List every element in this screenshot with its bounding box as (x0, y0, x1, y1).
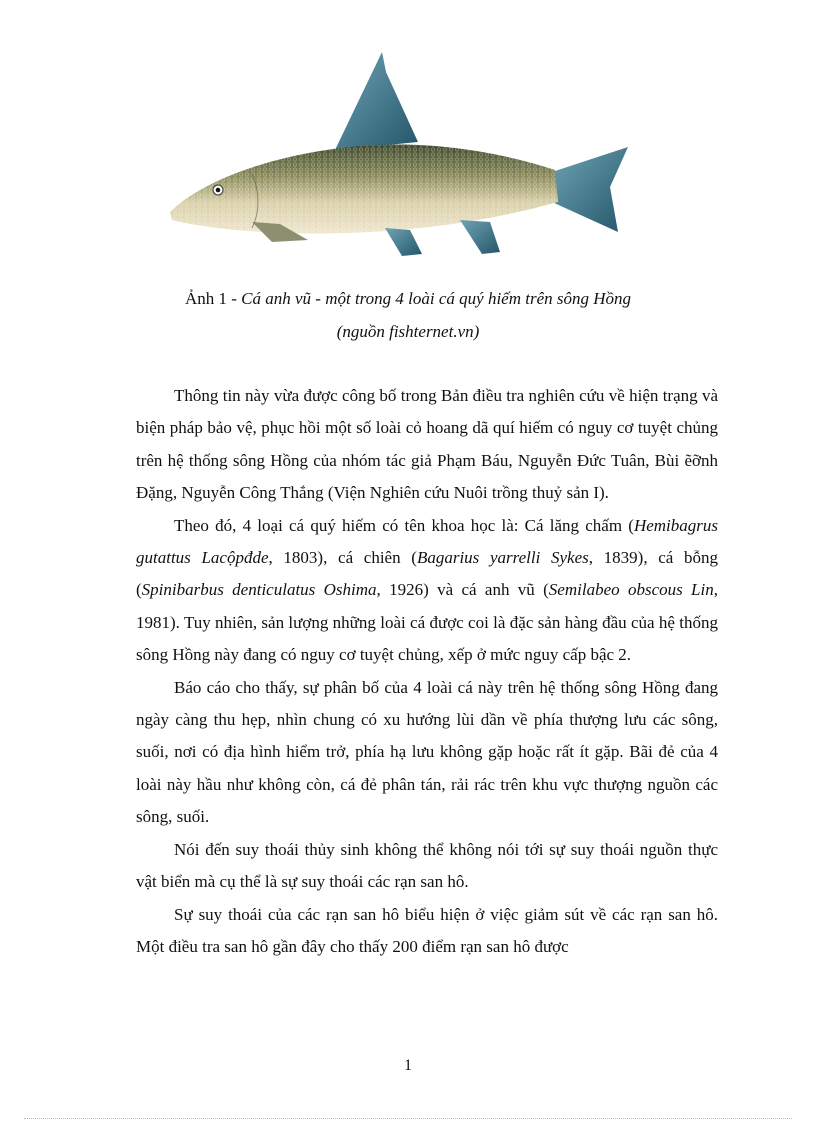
figure-caption (0, 289, 816, 309)
scientific-name: Spinibarbus denticulatus Oshima (141, 580, 377, 600)
article-body (136, 380, 718, 963)
scientific-name: Hemibagrus gutattus Lacộpđde (136, 515, 718, 568)
paragraph-4: Nói đến suy thoái thủy sinh không thể không nói tới sự suy thoái nguồn thực vật biển mà cụ thể là sự suy thoái các rạn san hô. (136, 839, 718, 892)
dorsal-fin (335, 52, 418, 150)
paragraph-3: Báo cáo cho thấy, sự phân bố của 4 loài cá này trên hệ thống sông Hồng đang ngày càng thu hẹp, nhìn chung có xu hướng lùi dần về phía thượng lưu các sông, suối, nơi có địa hình hiểm trở, phía hạ lưu không gặp hoặc rất ít gặp. Bãi đẻ của 4 loài này hầu như không còn, cá đẻ phân tán, rải rác trên khu vực thượng nguồn các sông, suối. (136, 677, 718, 827)
paragraph-5: Sự suy thoái của các rạn san hô biểu hiện ở việc giảm sút về các rạn san hô. Một điều tra san hô gần đây cho thấy 200 điểm rạn san hô được (136, 904, 718, 956)
caption-source: (nguồn fishternet.vn) (336, 322, 480, 341)
footer-divider (24, 1118, 792, 1119)
scientific-name: Semilabeo obscous Lin (548, 580, 714, 600)
paragraph-2: Theo đó, 4 loại cá quý hiếm có tên khoa học là: Cá lăng chấm (Hemibagrus gutattus Lacộpđde, 1803), cá chiên (Bagarius yarrelli Sykes, 1839), cá bỗng (Spinibarbus denticulatus Oshima, 1926) và cá anh vũ (Semilabeo obscous Lin, 1981). Tuy nhiên, sản lượng những loài cá được coi là đặc sản hàng đầu của hệ thống sông Hồng này đang có nguy cơ tuyệt chủng, xếp ở mức nguy cấp bậc 2. (136, 515, 718, 665)
scientific-name: Bagarius yarrelli Sykes (416, 548, 589, 568)
fish-photo (160, 42, 650, 272)
tail-fin (552, 147, 628, 232)
paragraph-1: Thông tin này vừa được công bố trong Bản điều tra nghiên cứu về hiện trạng và biện pháp bảo vệ, phục hồi một số loài cỏ hoang dã quí hiếm có nguy cơ tuyệt chủng trên hệ thống sông Hồng của nhóm tác giả Phạm Báu, Nguyễn Đức Tuân, Bùi ẽỡnh Đặng, Nguyễn Công Thắng (Viện Nghiên cứu Nuôi trồng thuỷ sản I). (136, 386, 718, 503)
caption-title: Cá anh vũ - một trong 4 loài cá quý hiếm trên sông Hồng (241, 289, 632, 308)
caption-label: Ảnh 1 - (184, 289, 242, 308)
page-number: 1 (404, 1057, 412, 1074)
